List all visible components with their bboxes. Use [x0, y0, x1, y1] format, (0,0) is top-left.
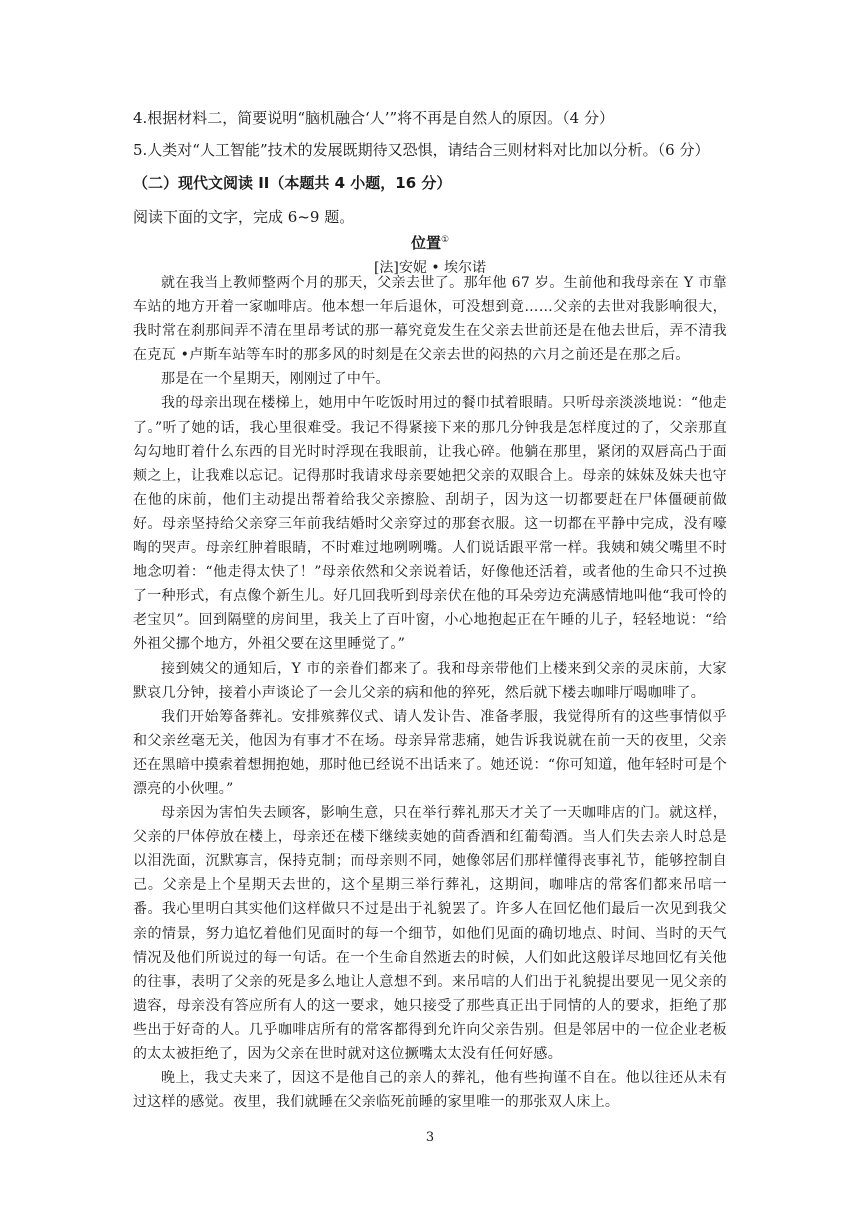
page-number: 3: [425, 1130, 435, 1145]
question-5: 5.人类对“人工智能”技术的发展既期待又恐惧，请结合三则材料对比加以分析。（6 分）: [133, 141, 710, 159]
section-title: （二）现代文阅读 II（本题共 4 小题，16 分）: [133, 174, 452, 192]
paragraph: 我们开始筹备葬礼。安排殡葬仪式、请人发讣告、准备孝服，我觉得所有的这些事情似乎和父亲丝毫无关，他因为有事才不在场。母亲异常悲痛，她告诉我说就在前一天的夜里，父亲还在黑暗中摸索着想拥抱她，那时他已经说不出话来了。她还说：“你可知道，他年轻时可是个漂亮的小伙哩。”: [133, 708, 727, 797]
story-title: [0, 232, 860, 253]
paragraph: 那是在一个星期天，刚刚过了中午。: [161, 371, 390, 388]
paragraph: 母亲因为害怕失去顾客，影响生意，只在举行葬礼那天才关了一天咖啡店的门。就这样，父亲的尸体停放在楼上，母亲还在楼下继续卖她的茴香酒和红葡萄酒。当人们失去亲人时总是以泪洗面，沉默寡言，保持克制；而母亲则不同，她像邻居们那样懂得丧事礼节，能够控制自己。父亲是上个星期天去世的，这个星期三举行葬礼，这期间，咖啡店的常客们都来吊唁一番。我心里明白其实他们这样做只不过是出于礼貌罢了。许多人在回忆他们最后一次见到我父亲的情景，努力追忆着他们见面时的每一个细节，如他们见面的确切地点、时间、当时的天气情况及他们所说过的每一句话。在一个生命自然逝去的时候，人们如此这般详尽地回忆有关他的往事，表明了父亲的死是多么地让人意想不到。来吊唁的人们出于礼貌提出要见一见父亲的遗容，母亲没有答应所有人的这一要求，她只接受了那些真正出于同情的人的要求，拒绝了那些出于好奇的人。几乎咖啡店所有的常客都得到允许向父亲告别。但是邻居中的一位企业老板的太太被拒绝了，因为父亲在世时就对这位撅嘴太太没有任何好感。: [133, 805, 727, 1062]
paragraph: 就在我当上教师整两个月的那天，父亲去世了。那年他 67 岁。生前他和我母亲在 Y 市靠车站的地方开着一家咖啡店。他本想一年后退休，可没想到竟……父亲的去世对我影响很大，我时常在刹那间弄不清在里昂考试的那一幕究竟发生在父亲去世前还是在他去世后，弄不清我在克瓦 •卢斯车站等车时的那多风的时刻是在父亲去世的闷热的六月之前还是在那之后。: [133, 275, 727, 364]
story-author: [法]安妮 • 埃尔诺: [373, 260, 487, 276]
section-instruction: 阅读下面的文字，完成 6~9 题。: [133, 208, 355, 226]
story-title-text: 位置: [410, 234, 441, 252]
story-body: [133, 271, 727, 1114]
paragraph: 我的母亲出现在楼梯上，她用中午吃饭时用过的餐巾拭着眼睛。只听母亲淡淡地说：“他走了。”听了她的话，我心里很难受。我记不得紧接下来的那几分钟我是怎样度过的了，父亲那直勾勾地盯着什么东西的目光时时浮现在我眼前，让我心碎。他躺在那里，紧闭的双唇高凸于面颊之上，让我难以忘记。记得那时我请求母亲要她把父亲的双眼合上。母亲的妹妹及妹夫也守在他的床前，他们主动提出帮着给我父亲擦脸、刮胡子，因为这一切都要赶在尸体僵硬前做好。母亲坚持给父亲穿三年前我结婚时父亲穿过的那套衣服。这一切都在平静中完成，没有嚎啕的哭声。母亲红肿着眼睛，不时难过地咧咧嘴。人们说话跟平常一样。我姨和姨父嘴里不时地念叨着：“他走得太快了！”母亲依然和父亲说着话，好像他还活着，或者他的生命只不过换了一种形式，有点像个新生儿。好几回我听到母亲伏在他的耳朵旁边充满感情地叫他“我可怜的老宝贝”。回到隔壁的房间里，我关上了百叶窗，小心地抱起正在午睡的儿子，轻轻地说：“给外祖父挪个地方，外祖父要在这里睡觉了。”: [133, 395, 727, 653]
question-4: 4.根据材料二，简要说明“脑机融合‘人’”将不再是自然人的原因。（4 分）: [133, 109, 614, 127]
paragraph: 接到姨父的通知后，Y 市的亲眷们都来了。我和母亲带他们上楼来到父亲的灵床前，大家默哀几分钟，接着小声谈论了一会儿父亲的病和他的猝死，然后就下楼去咖啡厅喝咖啡了。: [133, 660, 727, 701]
paragraph: 晚上，我丈夫来了，因这不是他自己的亲人的葬礼，他有些拘谨不自在。他以往还从未有过这样的感觉。夜里，我们就睡在父亲临死前睡的家里唯一的那张双人床上。: [133, 1070, 727, 1111]
footnote-marker: ①: [440, 235, 450, 245]
